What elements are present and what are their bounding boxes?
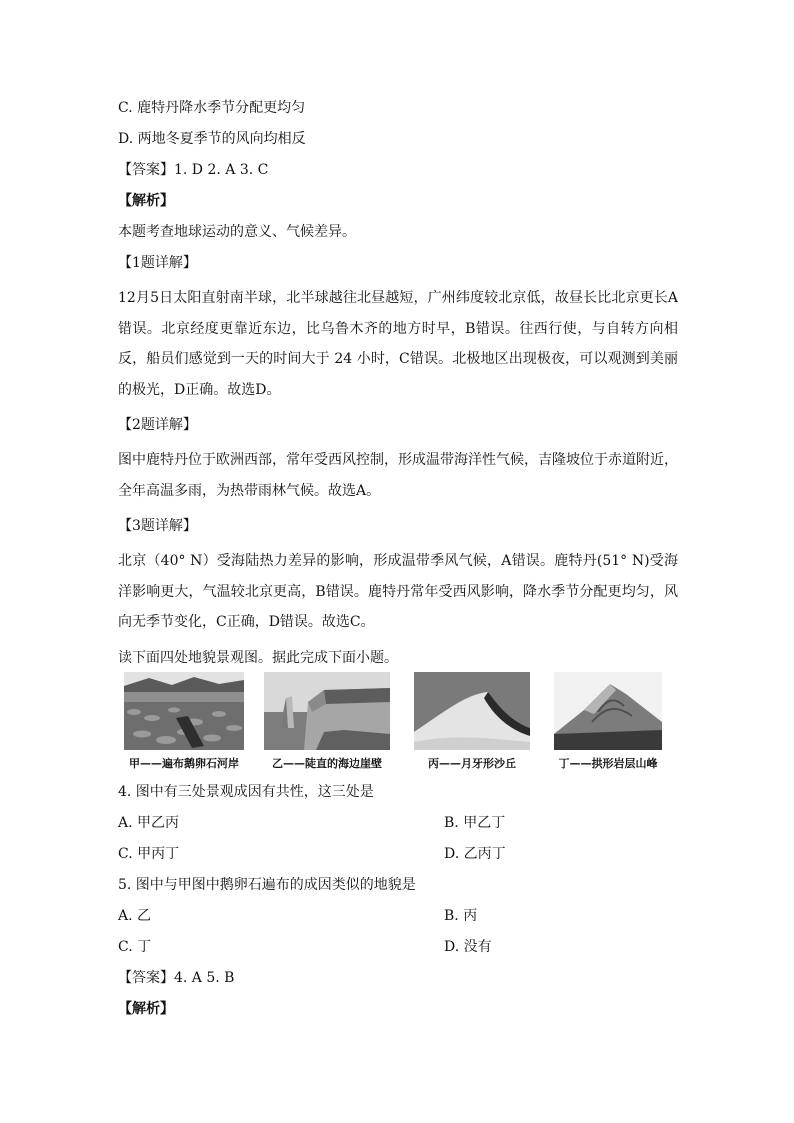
q3-detail-text: 北京（40° N）受海陆热力差异的影响，形成温带季风气候，A错误。鹿特丹(51° N)受海洋影响更大，气温较北京更高，B错误。鹿特丹常年受西风影响，降水季节分配更均匀，风向无季节变化，C正确，D错误。故选C。 <box>118 553 678 630</box>
analysis-intro: 本题考查地球运动的意义、气候差异。 <box>118 224 356 240</box>
analysis-heading: 【解析】 <box>118 193 174 209</box>
q3-option-d: D. 两地冬夏季节的风向均相反 <box>118 131 306 147</box>
crescent-dune-image <box>414 672 530 750</box>
q4-stem: 4. 图中有三处景观成因有共性，这三处是 <box>118 783 374 800</box>
q4-option-c: C. 甲丙丁 <box>118 845 180 862</box>
caption-yi: 乙——陡直的海边崖壁 <box>272 756 382 770</box>
q2-detail-heading: 【2题详解】 <box>118 417 197 433</box>
caption-ding: 丁——拱形岩层山峰 <box>558 756 658 770</box>
answer-4-5: 【答案】4. A 5. B <box>118 969 235 986</box>
photo-yi <box>264 672 390 771</box>
sea-cliff-image <box>264 672 390 750</box>
landform-photos <box>118 672 678 782</box>
photo-ding <box>554 672 662 771</box>
document-page <box>118 98 678 1019</box>
intro-q4-q5: 读下面四处地貌景观图。据此完成下面小题。 <box>118 649 398 666</box>
q1-detail-heading: 【1题详解】 <box>118 255 197 271</box>
photo-bing <box>414 672 530 771</box>
caption-jia: 甲——遍布鹅卵石河岸 <box>129 756 239 770</box>
q4-option-d: D. 乙丙丁 <box>444 845 506 862</box>
q5-option-b: B. 丙 <box>444 907 478 924</box>
photo-jia <box>124 672 244 771</box>
q5-option-d: D. 没有 <box>444 938 492 955</box>
q4-option-a: A. 甲乙丙 <box>118 814 180 831</box>
q5-options-row-2 <box>118 937 678 957</box>
q5-option-a: A. 乙 <box>118 907 152 924</box>
analysis-heading-2: 【解析】 <box>118 1000 174 1017</box>
q1-detail-text: 12月5日太阳直射南半球，北半球越往北昼越短，广州纬度较北京低，故昼长比北京更长A错误。北京经度更靠近东边，比乌鲁木齐的地方时早，B错误。往西行使，与自转方向相反，船员们感觉到一天的时间大于 24 小时，C错误。北极地区出现极夜，可以观测到美丽的极光，D正确。故选D。 <box>118 290 678 398</box>
q4-options-row-2 <box>118 844 678 864</box>
q4-options-row-1 <box>118 813 678 833</box>
q3-detail-heading: 【3题详解】 <box>118 518 197 534</box>
answer-1-3: 【答案】1. D 2. A 3. C <box>118 162 269 178</box>
q4-option-b: B. 甲乙丁 <box>444 814 506 831</box>
q5-stem: 5. 图中与甲图中鹅卵石遍布的成因类似的地貌是 <box>118 876 416 893</box>
q5-options-row-1 <box>118 906 678 926</box>
caption-bing: 丙——月牙形沙丘 <box>428 756 516 770</box>
q2-detail-text: 图中鹿特丹位于欧洲西部，常年受西风控制，形成温带海洋性气候，吉隆坡位于赤道附近，全年高温多雨，为热带雨林气候。故选A。 <box>118 452 678 499</box>
q3-option-c: C. 鹿特丹降水季节分配更均匀 <box>118 100 306 116</box>
arched-rock-peak-image <box>554 672 662 750</box>
q5-option-c: C. 丁 <box>118 938 152 955</box>
pebble-riverbank-image <box>124 672 244 750</box>
